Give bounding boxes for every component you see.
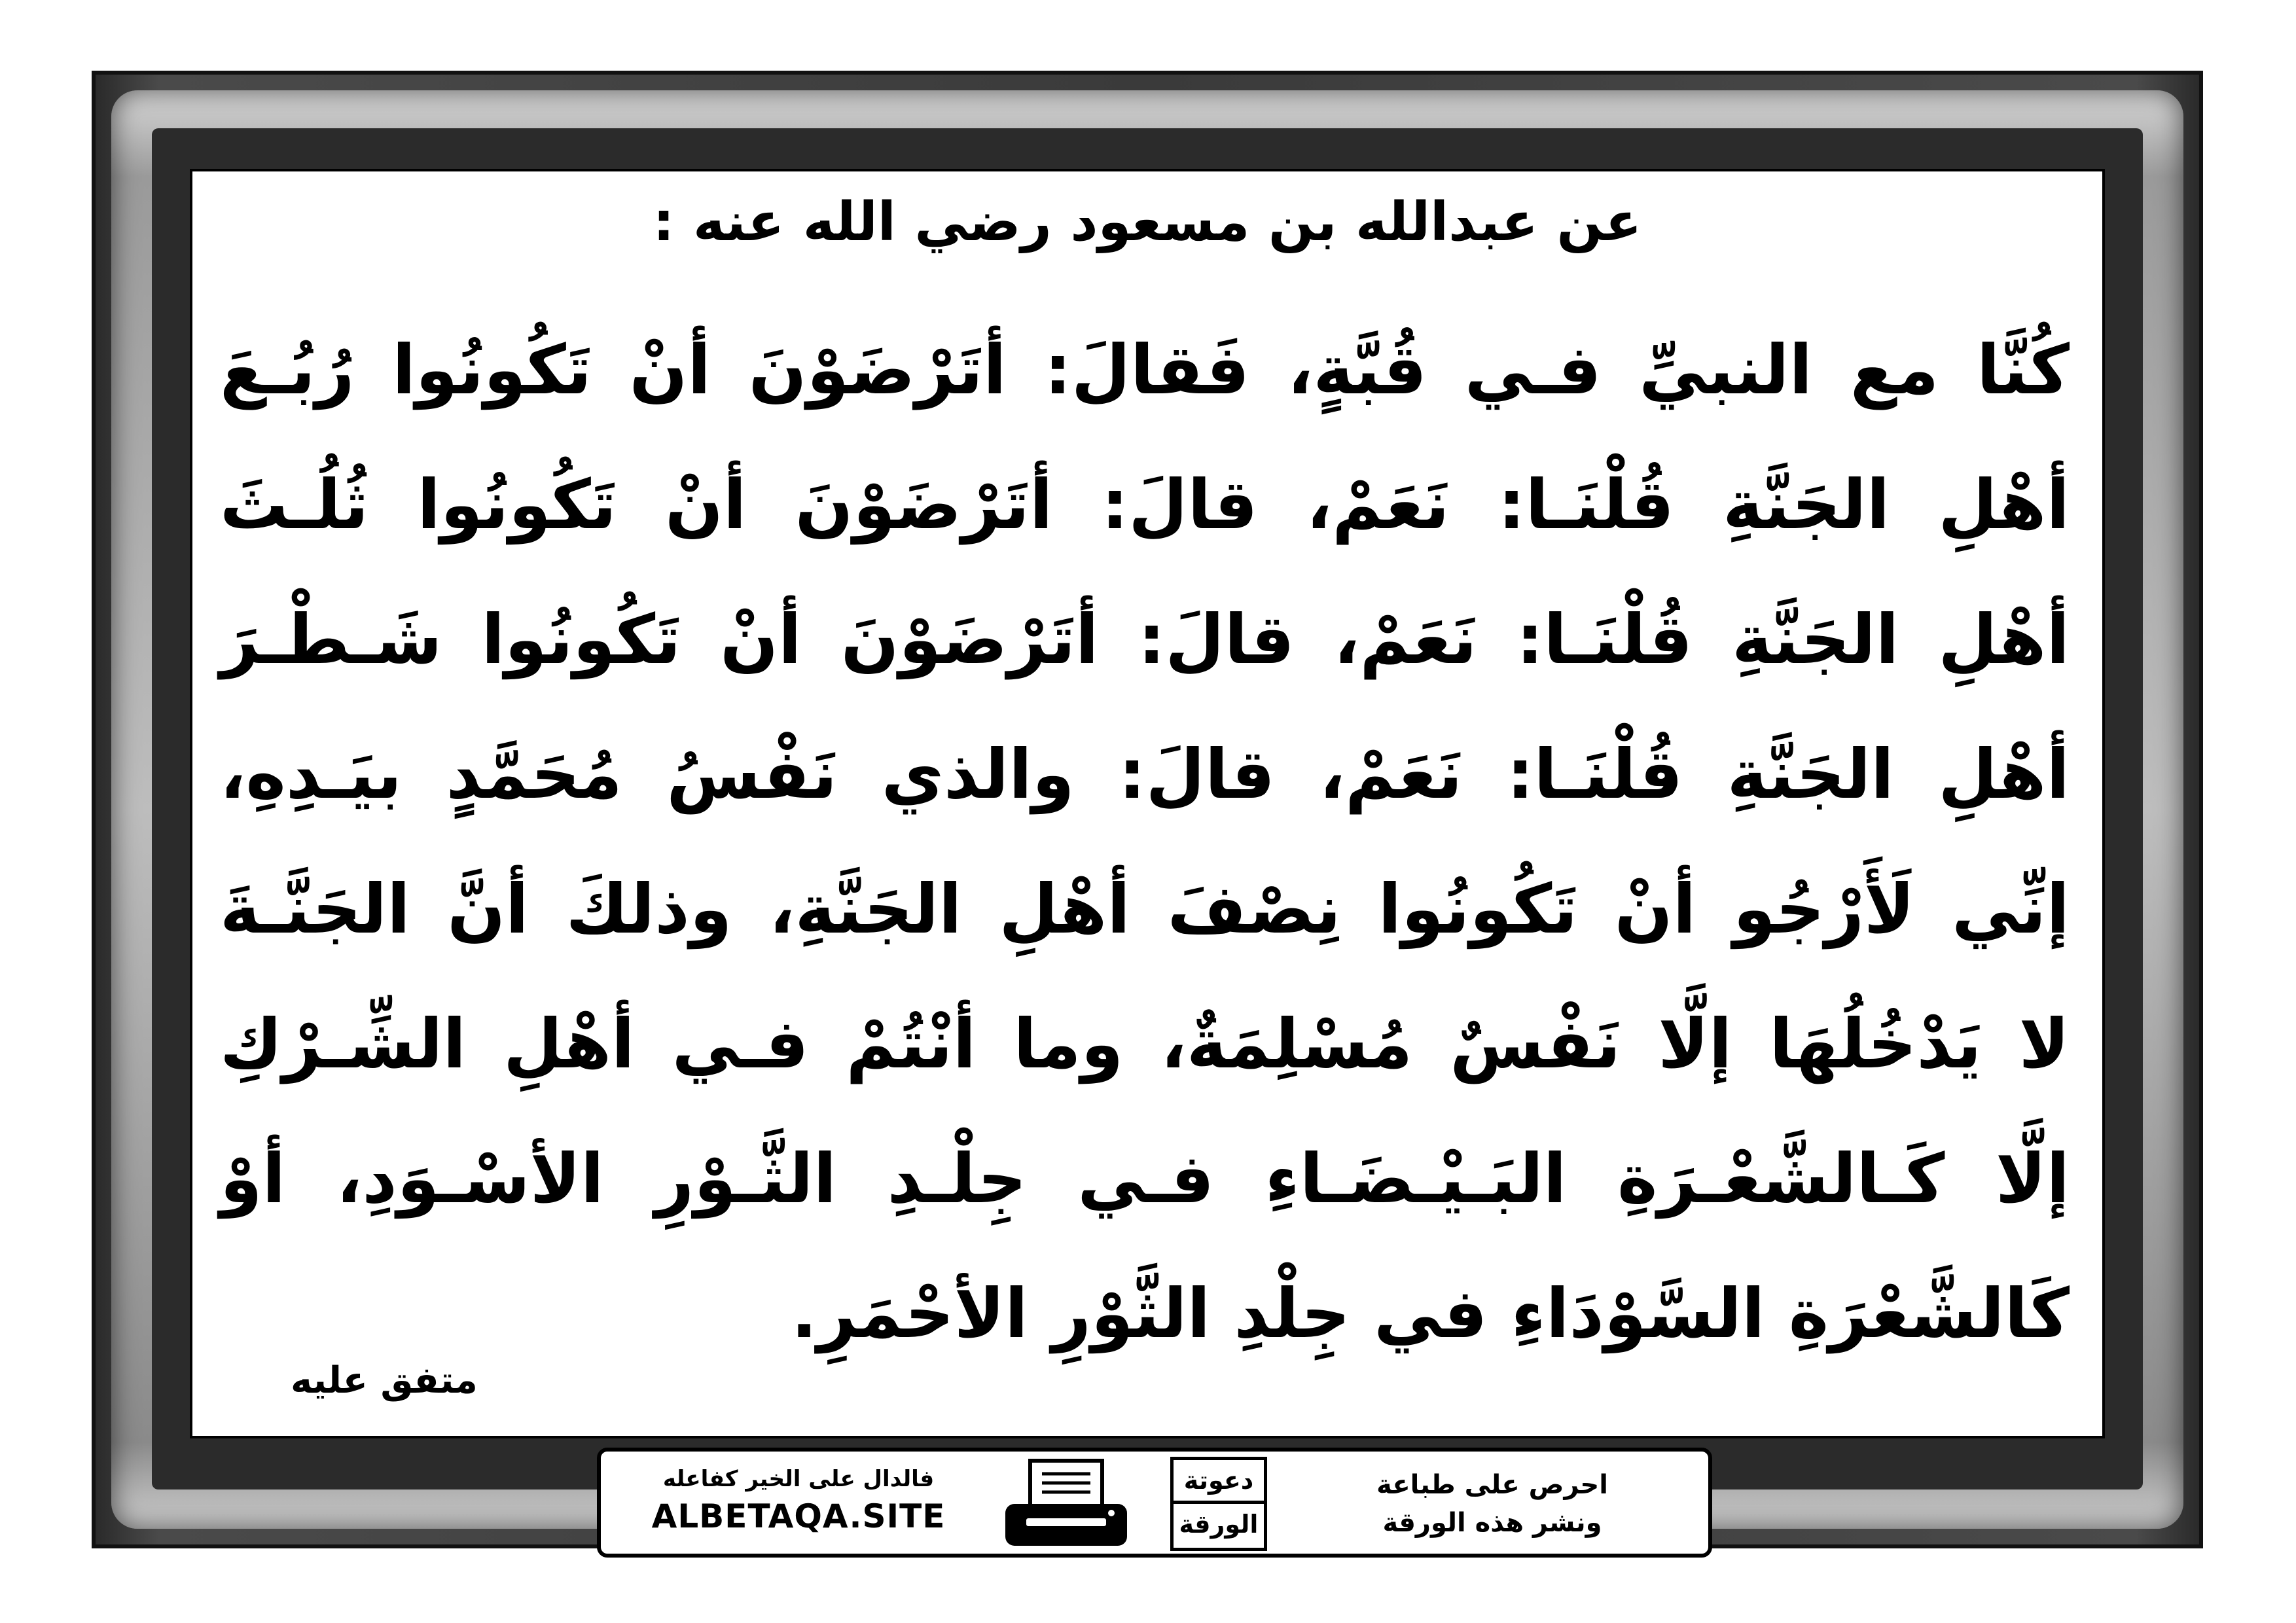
- logo-text-bottom: الورقة: [1174, 1501, 1264, 1544]
- hadith-line: كَالشَّعْرَةِ السَّوْدَاءِ في جِلْدِ الثَّوْرِ الأحْمَرِ.: [791, 1274, 2070, 1353]
- hadith-line: إنِّي لَأَرْجُو أنْ تَكُونُوا نِصْفَ أهْلِ الجَنَّةِ، وذلكَ أنَّ الجَنَّـةَ: [220, 869, 2070, 949]
- logo-text-top: دعوتة: [1183, 1466, 1254, 1495]
- hadith-line: لا يَدْخُلُهَا إلَّا نَفْسٌ مُسْلِمَةٌ، وما أنْتُمْ فـي أهْلِ الشِّـرْكِ: [220, 1004, 2070, 1084]
- print-note-line2: ونشر هذه الورقة: [1382, 1508, 1602, 1538]
- footer-banner: [597, 1448, 1712, 1558]
- print-note-line1: احرص على طباعة: [1376, 1470, 1608, 1500]
- site-link[interactable]: ALBETAQA.SITE: [651, 1497, 946, 1535]
- narrator-heading: عن عبدالله بن مسعود رضي الله عنه :: [653, 191, 1642, 253]
- brand-logo: [1170, 1457, 1267, 1551]
- hadith-line: أهْلِ الجَنَّةِ قُلْنَـا: نَعَمْ، قالَ: أتَرْضَوْنَ أنْ تَكُونُوا ثُلُـثَ: [220, 465, 2070, 544]
- hadith-line: أهْلِ الجَنَّةِ قُلْنَـا: نَعَمْ، قالَ: أتَرْضَوْنَ أنْ تَكُونُوا شَـطْـرَ: [220, 599, 2070, 679]
- hadith-source: متفق عليه: [291, 1359, 478, 1402]
- hadith-line: كُنَّا مع النبيِّ فـي قُبَّةٍ، فَقالَ: أتَرْضَوْنَ أنْ تَكُونُوا رُبُـعَ: [220, 330, 2070, 410]
- footer-saying: فالدال على الخير كفاعله: [662, 1466, 935, 1492]
- footer-print-note: [1296, 1466, 1689, 1544]
- hadith-line: إلَّا كَـالشَّعْـرَةِ البَـيْـضَـاءِ فـي جِلْـدِ الثَّـوْرِ الأسْـوَدِ، أوْ: [220, 1139, 2070, 1219]
- footer-site-block: [615, 1463, 982, 1542]
- hadith-text: [220, 302, 2070, 1381]
- content-panel: [190, 169, 2105, 1438]
- hadith-line: أهْلِ الجَنَّةِ قُلْنَـا: نَعَمْ، قالَ: والذي نَفْسُ مُحَمَّدٍ بيَـدِهِ،: [220, 734, 2070, 814]
- printer-icon: [1001, 1458, 1131, 1550]
